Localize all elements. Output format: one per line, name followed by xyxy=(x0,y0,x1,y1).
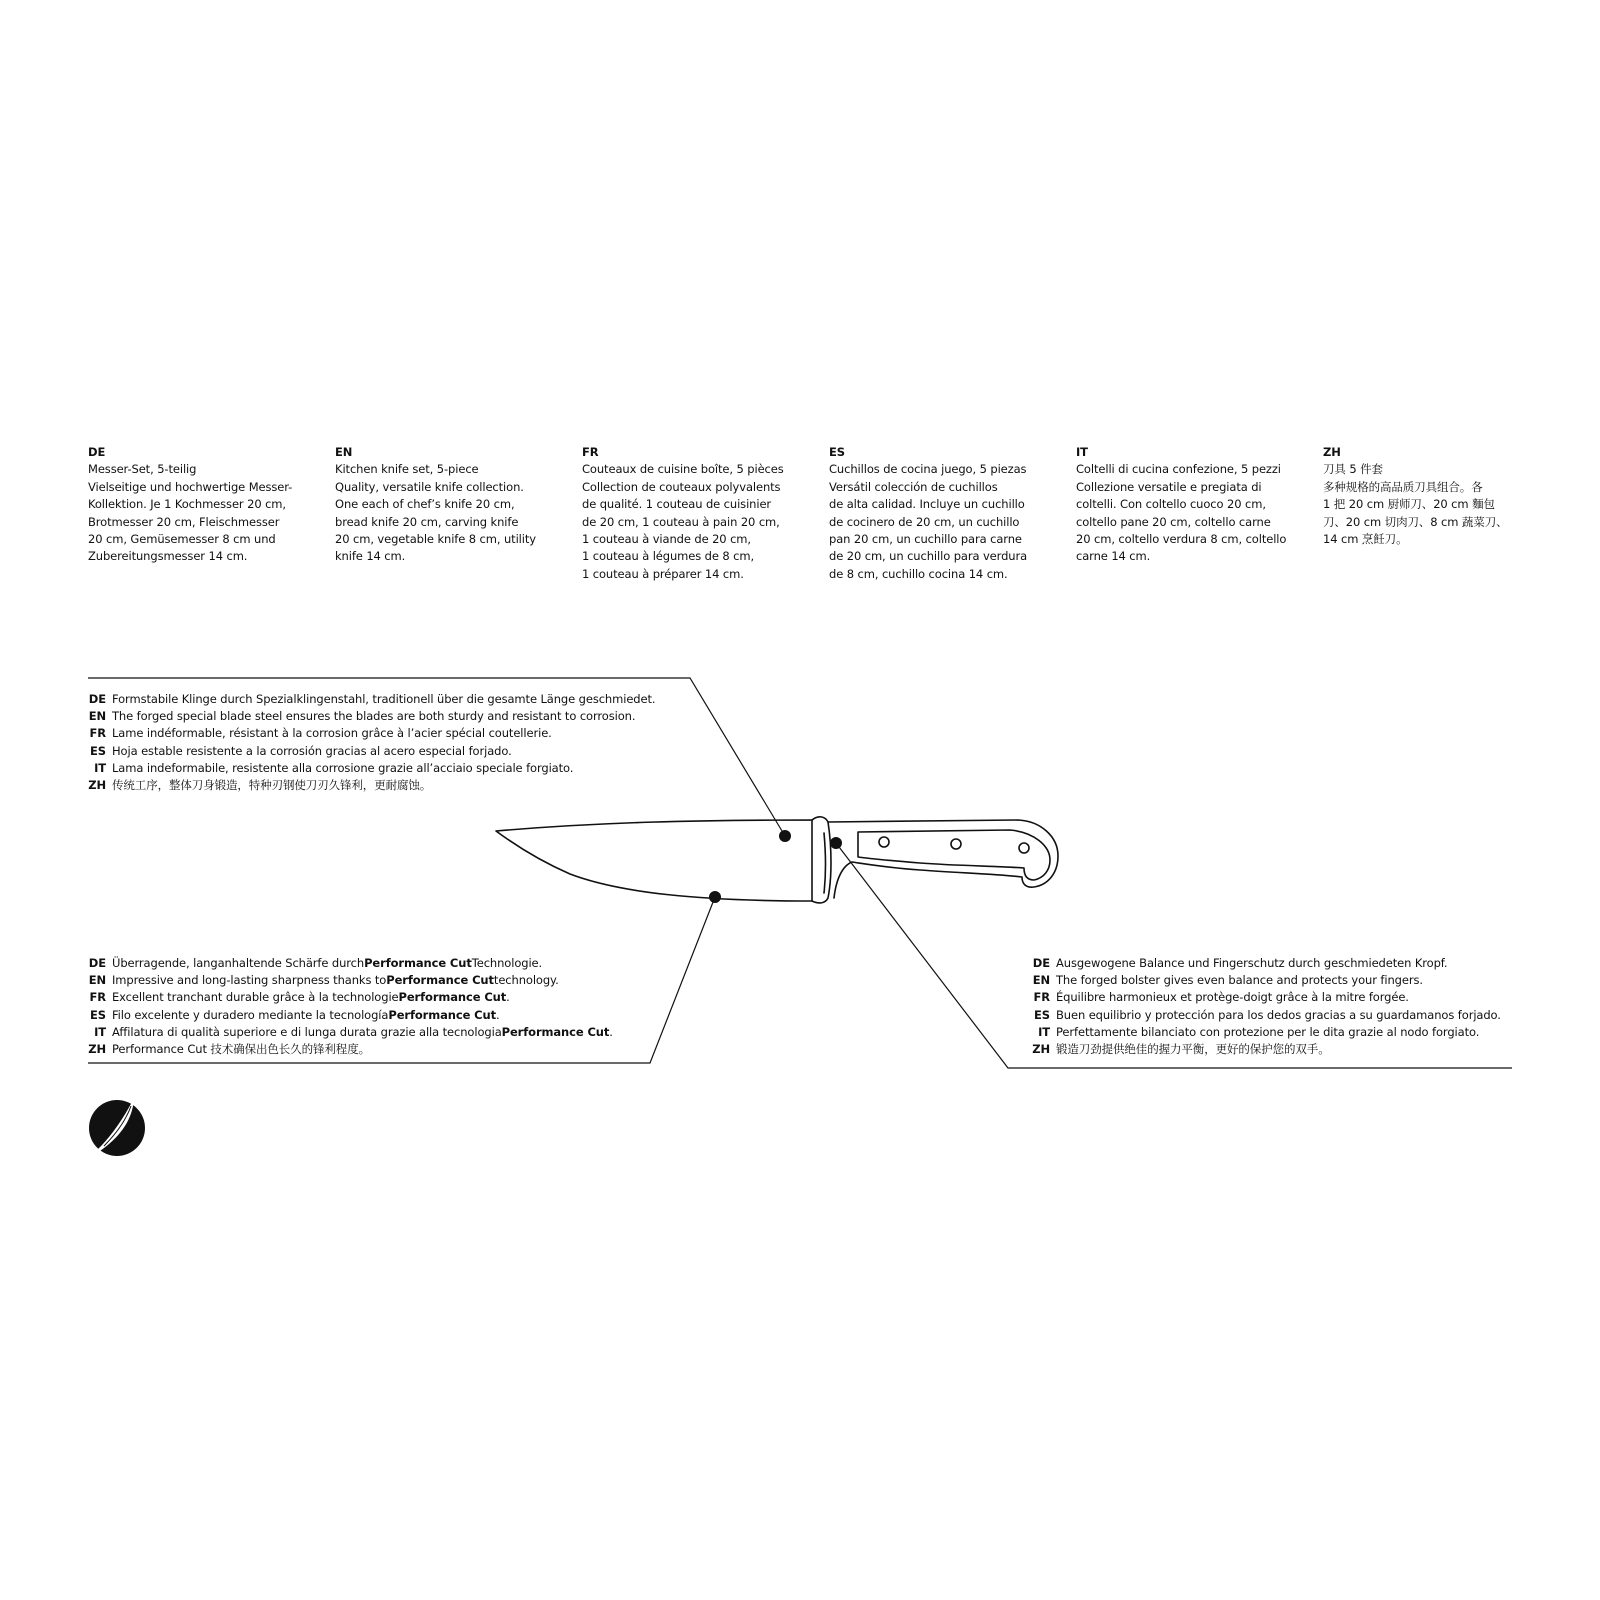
rivet-icon xyxy=(879,837,889,847)
callout-dot xyxy=(779,830,791,842)
blade-in-circle-icon xyxy=(89,1098,145,1156)
callout-text: Affilatura di qualità superiore e di lunga durata grazie alla tecnologia xyxy=(112,1024,502,1039)
lang-code: ZH xyxy=(1032,1042,1050,1057)
column-text: Messer-Set, 5-teilig Vielseitige und hochwertige Messer- Kollektion. Je 1 Kochmesser 20 cm, Brotmesser 20 cm, Fleischmesser 20 cm, Gemüsemesser 8 cm und Zubereitungsmesser 14 cm. xyxy=(88,462,293,564)
lang-code: FR xyxy=(89,990,106,1005)
lang-code: EN xyxy=(88,973,106,988)
callout-row xyxy=(1032,1041,1501,1058)
rivet-icon xyxy=(951,839,961,849)
lang-code: DE xyxy=(88,956,106,970)
callout-text: Überragende, langanhaltende Schärfe durch xyxy=(112,956,365,970)
callout-text: Formstabile Klinge durch Spezialklingenstahl, traditionell über die gesamte Länge geschmiedet. xyxy=(112,692,656,706)
callout-text: Technologie. xyxy=(471,956,543,970)
callout-row xyxy=(1032,972,1501,989)
callout-text: Impressive and long-lasting sharpness thanks to xyxy=(112,973,387,988)
column-code: DE xyxy=(88,445,106,459)
callout-row xyxy=(88,1024,613,1041)
callout-bold: Performance Cut xyxy=(388,1007,497,1022)
callout-row xyxy=(88,1007,613,1024)
column-text: Kitchen knife set, 5-piece Quality, versatile knife collection. One each of chef’s knife 20 cm, bread knife 20 cm, carving knife 20 cm, vegetable knife 8 cm, utility knife 14 cm. xyxy=(335,462,536,564)
callout-text: . xyxy=(496,1007,500,1022)
column-code: FR xyxy=(582,445,599,459)
callout-edge xyxy=(88,955,613,1058)
lang-code: FR xyxy=(89,726,106,741)
callout-text: Filo excelente y duradero mediante la tecnología xyxy=(112,1007,389,1022)
callout-text: Performance Cut 技术确保出色长久的锋利程度。 xyxy=(112,1042,371,1057)
callout-blade xyxy=(88,691,655,794)
callout-row xyxy=(1032,989,1501,1006)
lang-code: ZH xyxy=(88,1042,106,1057)
callout-text: Buen equilibrio y protección para los dedos gracias a su guardamanos forjado. xyxy=(1056,1007,1501,1022)
column-text: Cuchillos de cocina juego, 5 piezas Versátil colección de cuchillos de alta calidad. Incluye un cuchillo de cocinero de 20 cm, un cuchillo pan 20 cm, un cuchillo para carne de 20 cm, un cuchillo para verdura de 8 cm, cuchillo cocina 14 cm. xyxy=(829,462,1028,581)
knife-blade-outline xyxy=(496,820,812,901)
callout-text: 锻造刀劲提供绝佳的握力平衡，更好的保护您的双手。 xyxy=(1056,1042,1330,1057)
callout-dot xyxy=(830,837,842,849)
lang-code: IT xyxy=(94,1024,106,1039)
column-code: IT xyxy=(1076,445,1088,459)
callout-row xyxy=(88,1041,613,1058)
callout-text: Ausgewogene Balance und Fingerschutz durch geschmiedeten Kropf. xyxy=(1056,956,1448,970)
column-text: Couteaux de cuisine boîte, 5 pièces Collection de couteaux polyvalents de qualité. 1 couteau de cuisinier de 20 cm, 1 couteau à pain 20 cm, 1 couteau à viande de 20 cm, 1 couteau à légumes de 8 cm, 1 couteau à préparer 14 cm. xyxy=(582,462,784,581)
lang-code: EN xyxy=(1032,973,1050,988)
lang-code: DE xyxy=(1032,956,1050,970)
knife-bolster-ridge xyxy=(824,833,826,893)
callout-row xyxy=(88,989,613,1006)
callout-text: Lame indéformable, résistant à la corrosion grâce à l’acier spécial coutellerie. xyxy=(112,726,552,741)
callout-text: Perfettamente bilanciato con protezione per le dita grazie al nodo forgiato. xyxy=(1056,1024,1480,1039)
callout-text: technology. xyxy=(493,973,559,988)
lang-code: ES xyxy=(90,1007,106,1022)
callout-row xyxy=(1032,1007,1501,1024)
callout-text: The forged special blade steel ensures the blades are both sturdy and resistant to corrosion. xyxy=(112,709,636,724)
callout-row xyxy=(88,777,655,794)
callout-row xyxy=(88,725,655,742)
knife-bolster-outline xyxy=(812,817,831,903)
callout-text: Lama indeformabile, resistente alla corrosione grazie all’acciaio speciale forgiato. xyxy=(112,760,574,775)
callout-text: Excellent tranchant durable grâce à la technologie xyxy=(112,990,399,1005)
lang-code: DE xyxy=(88,692,106,706)
lang-code: ES xyxy=(1034,1007,1050,1022)
rivet-icon xyxy=(1019,843,1029,853)
lang-code: EN xyxy=(88,709,106,724)
lang-code: IT xyxy=(1038,1024,1050,1039)
callout-row xyxy=(88,972,613,989)
callout-row xyxy=(88,955,613,972)
callout-row xyxy=(88,691,655,708)
lang-code: FR xyxy=(1033,990,1050,1005)
callout-row xyxy=(1032,955,1501,972)
lang-code: IT xyxy=(94,760,106,775)
callout-text: The forged bolster gives even balance and protects your fingers. xyxy=(1056,973,1423,988)
column-code: ES xyxy=(829,445,845,459)
callout-bold: Performance Cut xyxy=(364,956,472,970)
callout-text: Équilibre harmonieux et protège-doigt grâce à la mitre forgée. xyxy=(1056,990,1409,1005)
lang-code: ES xyxy=(90,743,106,758)
callout-row xyxy=(1032,1024,1501,1041)
callout-bolster xyxy=(1032,955,1501,1058)
callout-dot xyxy=(709,891,721,903)
callout-row xyxy=(88,708,655,725)
callout-bold: Performance Cut xyxy=(386,973,494,988)
column-code: EN xyxy=(335,445,353,459)
callout-bold: Performance Cut xyxy=(501,1024,610,1039)
column-code: ZH xyxy=(1323,445,1341,459)
callout-text: Hoja estable resistente a la corrosión gracias al acero especial forjado. xyxy=(112,743,512,758)
lang-code: ZH xyxy=(88,778,106,793)
callout-row xyxy=(88,760,655,777)
column-text: Coltelli di cucina confezione, 5 pezzi Collezione versatile e pregiata di coltelli. Con coltello cuoco 20 cm, coltello pane 20 cm, coltello carne 20 cm, coltello verdura 8 cm, coltello carne 14 cm. xyxy=(1076,462,1287,564)
column-text: 刀具 5 件套 多种规格的高品质刀具组合。各 1 把 20 cm 厨师刀、20 cm 麵包 刀、20 cm 切肉刀、8 cm 蔬菜刀、 14 cm 烹飪刀。 xyxy=(1323,462,1508,547)
callout-row xyxy=(88,743,655,760)
callout-text: . xyxy=(506,990,510,1005)
callout-text: . xyxy=(609,1024,613,1039)
callout-text: 传统工序，整体刀身锻造，特种刃钢使刀刃久锋利，更耐腐蚀。 xyxy=(112,778,432,793)
callout-bold: Performance Cut xyxy=(398,990,507,1005)
